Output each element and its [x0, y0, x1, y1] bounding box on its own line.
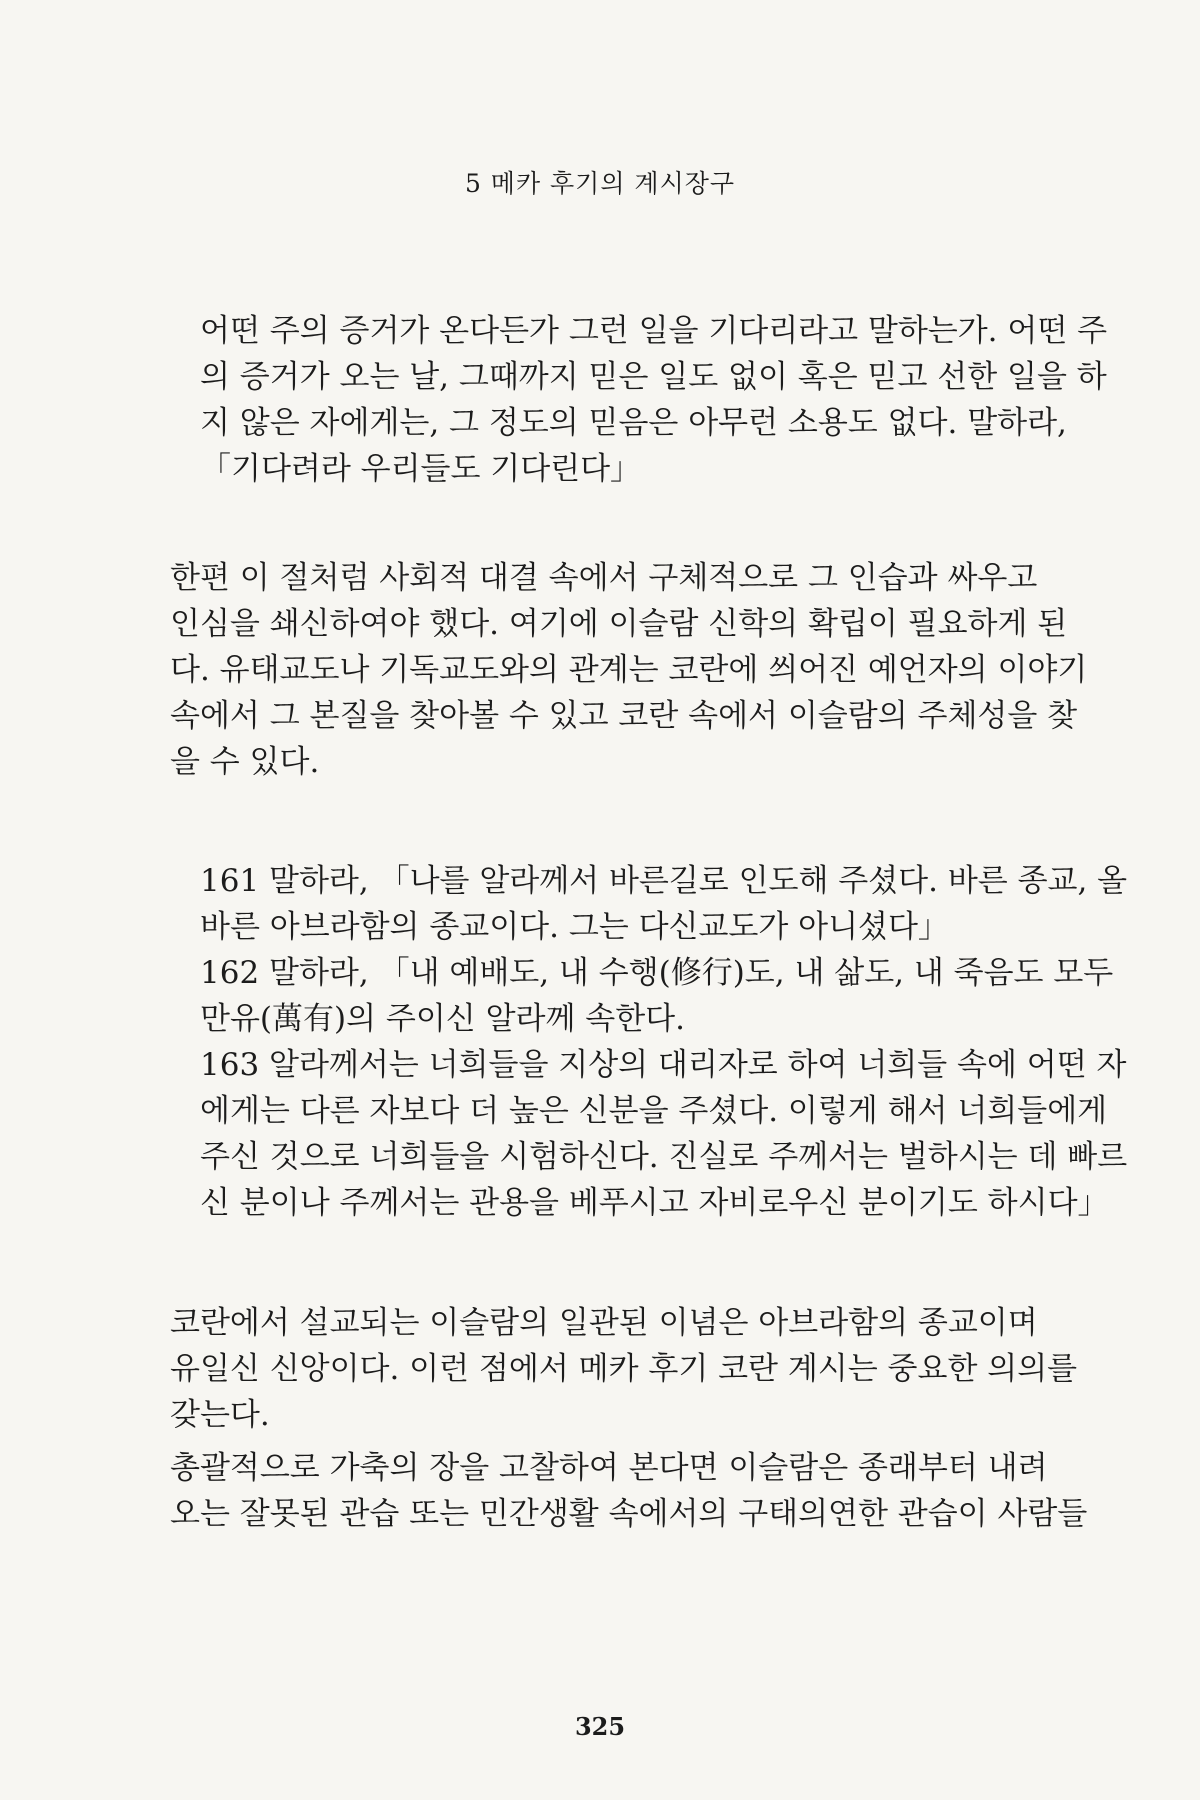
verse-line: 163 알라께서는 너희들을 지상의 대리자로 하여 너희들 속에 어떤 자 [200, 1047, 1127, 1083]
body-paragraph [170, 555, 1088, 785]
verse-line: 162 말하라, 「내 예배도, 내 수행(修行)도, 내 삶도, 내 죽음도 모두 [200, 955, 1114, 991]
text-line: 속에서 그 본질을 찾아볼 수 있고 코란 속에서 이슬람의 주체성을 찾 [170, 698, 1078, 734]
verse-block [200, 858, 1128, 1226]
text-line: 을 수 있다. [170, 744, 320, 780]
text-line: 「기다려라 우리들도 기다린다」 [200, 451, 642, 487]
verse-line: 바른 아브라함의 종교이다. 그는 다신교도가 아니셨다」 [200, 909, 949, 945]
text-line: 총괄적으로 가축의 장을 고찰하여 본다면 이슬람은 종래부터 내려 [170, 1450, 1048, 1486]
text-line: 오는 잘못된 관습 또는 민간생활 속에서의 구태의연한 관습이 사람들 [170, 1496, 1088, 1532]
verse-line: 신 분이나 주께서는 관용을 베푸시고 자비로우신 분이기도 하시다」 [200, 1185, 1109, 1221]
text-line: 갖는다. [170, 1397, 270, 1433]
text-line: 지 않은 자에게는, 그 정도의 믿음은 아무런 소용도 없다. 말하라, [200, 405, 1067, 441]
running-head: 5 메카 후기의 계시장구 [464, 169, 736, 198]
body-paragraph [170, 1445, 1088, 1537]
text-line: 다. 유태교도나 기독교도와의 관계는 코란에 씌어진 예언자의 이야기 [170, 652, 1088, 688]
text-line: 어떤 주의 증거가 온다든가 그런 일을 기다리라고 말하는가. 어떤 주 [200, 313, 1108, 349]
text-line: 코란에서 설교되는 이슬람의 일관된 이념은 아브라함의 종교이며 [170, 1305, 1038, 1341]
text-line: 한편 이 절처럼 사회적 대결 속에서 구체적으로 그 인습과 싸우고 [170, 560, 1038, 596]
text-line: 유일신 신앙이다. 이런 점에서 메카 후기 코란 계시는 중요한 의의를 [170, 1351, 1078, 1387]
verse-line: 만유(萬有)의 주이신 알라께 속한다. [200, 1001, 685, 1037]
text-line: 의 증거가 오는 날, 그때까지 믿은 일도 없이 혹은 믿고 선한 일을 하 [200, 359, 1107, 395]
verse-line: 주신 것으로 너희들을 시험하신다. 진실로 주께서는 벌하시는 데 빠르 [200, 1139, 1128, 1175]
quote-block [200, 308, 1108, 492]
page-number: 325 [574, 1712, 626, 1741]
verse-line: 에게는 다른 자보다 더 높은 신분을 주셨다. 이렇게 해서 너희들에게 [200, 1093, 1108, 1129]
text-line: 인심을 쇄신하여야 했다. 여기에 이슬람 신학의 확립이 필요하게 된 [170, 606, 1068, 642]
body-paragraph [170, 1300, 1078, 1438]
verse-line: 161 말하라, 「나를 알라께서 바른길로 인도해 주셨다. 바른 종교, 올 [200, 863, 1128, 899]
